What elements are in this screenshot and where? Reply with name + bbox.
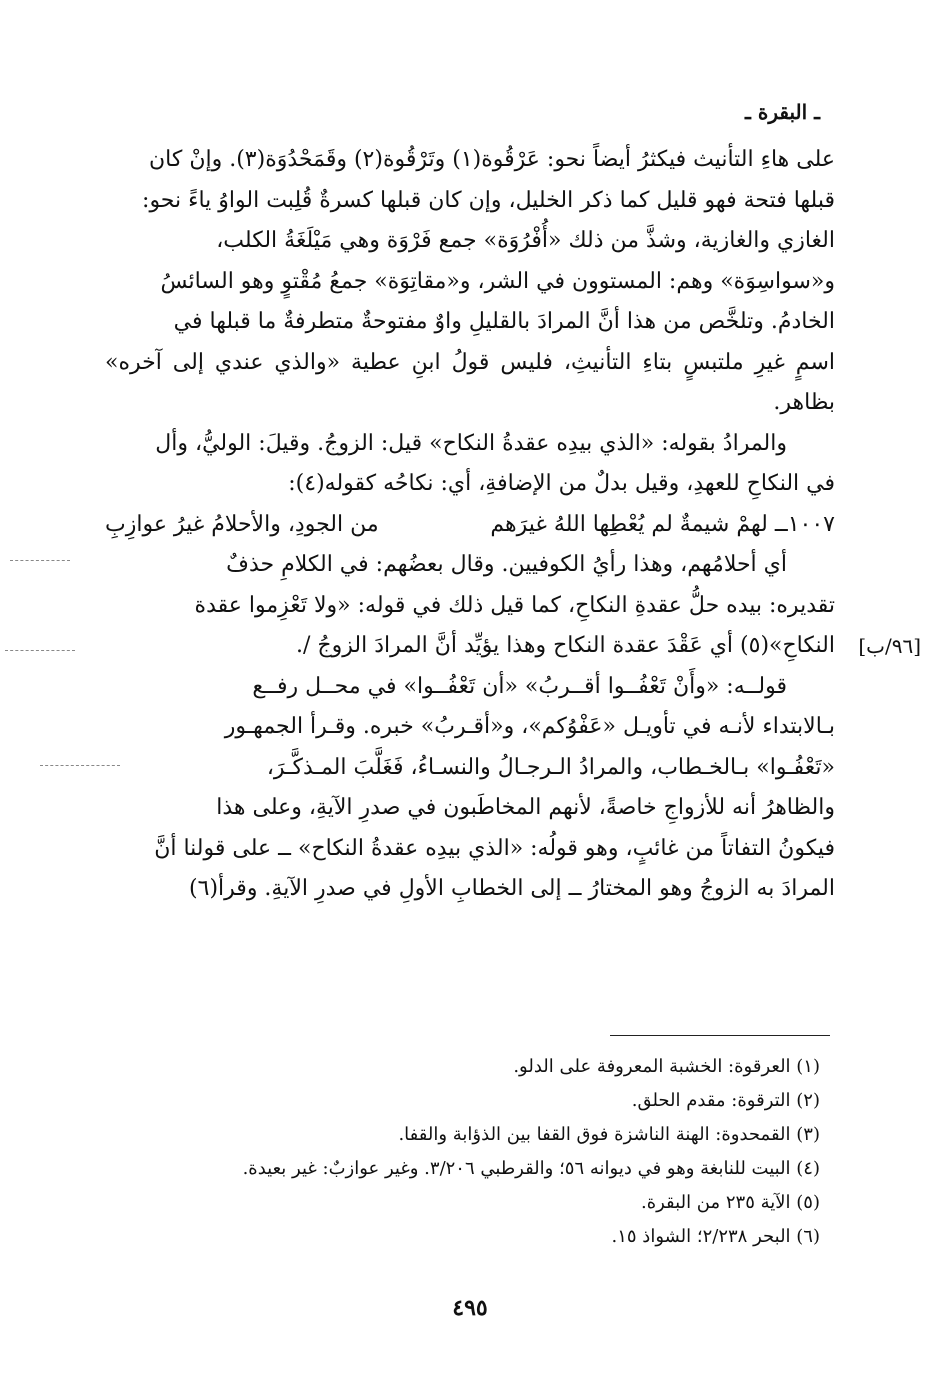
text-line: الغازي والغازية، وشذَّ من ذلك «أُفْرُوَة» جمع فَرْوَة وهي مَيْلَغَةُ الكلب، [216, 228, 835, 253]
page-number: ٤٩٥ [452, 1295, 488, 1321]
text-line: قولــه: «وأَنْ تَعْفُــوا أقــربُ» «أن تَعْفُــوا» في محــل رفــع [252, 673, 787, 699]
footnote: (١) العرقوة: الخشبة المعروفة على الدلو. [513, 1056, 820, 1077]
text-line: الخادمُ. وتلخَّص من هذا أنَّ المرادَ بالقليلِ واوٌ مفتوحةٌ متطرفةٌ ما قبلها في [173, 309, 835, 334]
text-line [105, 626, 921, 667]
text-line: على هاءِ التأنيث فيكثرُ أيضاً نحو: عَرْقُوة(١) وتَرْقُوة(٢) وقَمَحْدُوَة(٣). وإنْ كان [149, 147, 835, 172]
scan-artifact [5, 650, 75, 651]
main-text [105, 140, 921, 910]
scan-artifact [40, 765, 120, 766]
text-line: و«سواسِوَة» وهم: المستوون في الشر، و«مقاتِوَة» جمعُ مُقْتوٍ وهو السائسُ [160, 268, 835, 294]
scan-artifact [10, 560, 70, 561]
footnotes [120, 1050, 820, 1254]
footnote: (٤) البيت للنابغة وهو في ديوانه ٥٦؛ والقرطبي ٣/٢٠٦. وغير عوازبٌ: غير بعيدة. [242, 1158, 820, 1179]
text-line-content: النكاحِ»(٥) أي عَقْدَ عقدة النكاح وهذا يؤيِّد أنَّ المرادَ الزوجُ /. [296, 633, 835, 658]
text-line: قبلها فتحة فهو قليل كما ذكر الخليل، وإن كان قبلها كسرةٌ قُلِبت الواوُ ياءً نحو: [142, 187, 835, 213]
text-line: والمرادُ بقوله: «الذي بيدِه عقدةُ النكاح» قيل: الزوجُ. وقيلَ: الوليُّ، وأل [155, 430, 787, 456]
text-line: بـالابتداء لأنـه في تأويـل «عَفْوُكم»، و«أقـربُ» خبره. وقـرأ الجمهـور [224, 714, 835, 739]
footnote: (٦) البحر ٢/٢٣٨؛ الشواذ ١٥. [611, 1226, 820, 1247]
footnote: (٢) الترقوة: مقدم الحلق. [631, 1090, 820, 1111]
text-line: «تَعْفُـوا» بـالخـطاب، والمرادُ الـرجـالُ والنسـاءُ، فَغَلَّبَ المـذكَّـرَ، [266, 754, 835, 780]
verse-first-half [490, 505, 835, 546]
footnote-separator [610, 1035, 830, 1036]
poetry-verse [105, 505, 835, 546]
footnote: (٣) القمحدوة: الهنة الناشزة فوق القفا بين الذؤابة والقفا. [398, 1124, 820, 1145]
text-line: أي أحلامُهم، وهذا رأيُ الكوفيين. وقال بعضُهم: في الكلامِ حذفٌ [226, 552, 787, 577]
margin-reference: [٩٦/ب] [858, 634, 921, 658]
text-line: اسمٍ غيرِ ملتبسٍ بتاءِ التأنيثِ، فليس قولُ ابنِ عطية «والذي عندي إلى آخره» بظاهر. [105, 349, 835, 415]
text-line: المرادَ به الزوجُ وهو المختارُ ــ إلى الخطابِ الأولِ في صدرِ الآيةِ. وقرأ(٦) [189, 876, 835, 901]
text-line: والظاهرُ أنه للأزواجِ خاصةً، لأنهم المخاطَبون في صدرِ الآيةِ، وعلى هذا [216, 795, 835, 820]
text-line: تقديره: بيده حلُّ عقدةِ النكاحِ، كما قيل ذلك في قوله: «ولا تَعْزِموا عقدة [194, 592, 835, 618]
running-header: ـ البقرة ـ [745, 100, 820, 124]
verse-number: ١٠٠٧ــ [774, 511, 835, 537]
text-line: فيكونُ التفاتاً من غائبٍ، وهو قولُه: «الذي بيدِه عقدةُ النكاح» ــ على قولنا أنَّ [154, 835, 835, 861]
text-line: في النكاحِ للعهدِ، وقيل بدلٌ من الإضافةِ، أي: نكاحُه كقوله(٤): [288, 471, 835, 496]
verse-second-hemistich: من الجودِ، والأحلامُ غيرُ عوازِبِ [105, 511, 379, 537]
verse-first-hemistich: لهمْ شيمةٌ لم يُعْطِها اللهُ غيرَهم [490, 511, 768, 537]
footnote: (٥) الآية ٢٣٥ من البقرة. [640, 1192, 820, 1213]
